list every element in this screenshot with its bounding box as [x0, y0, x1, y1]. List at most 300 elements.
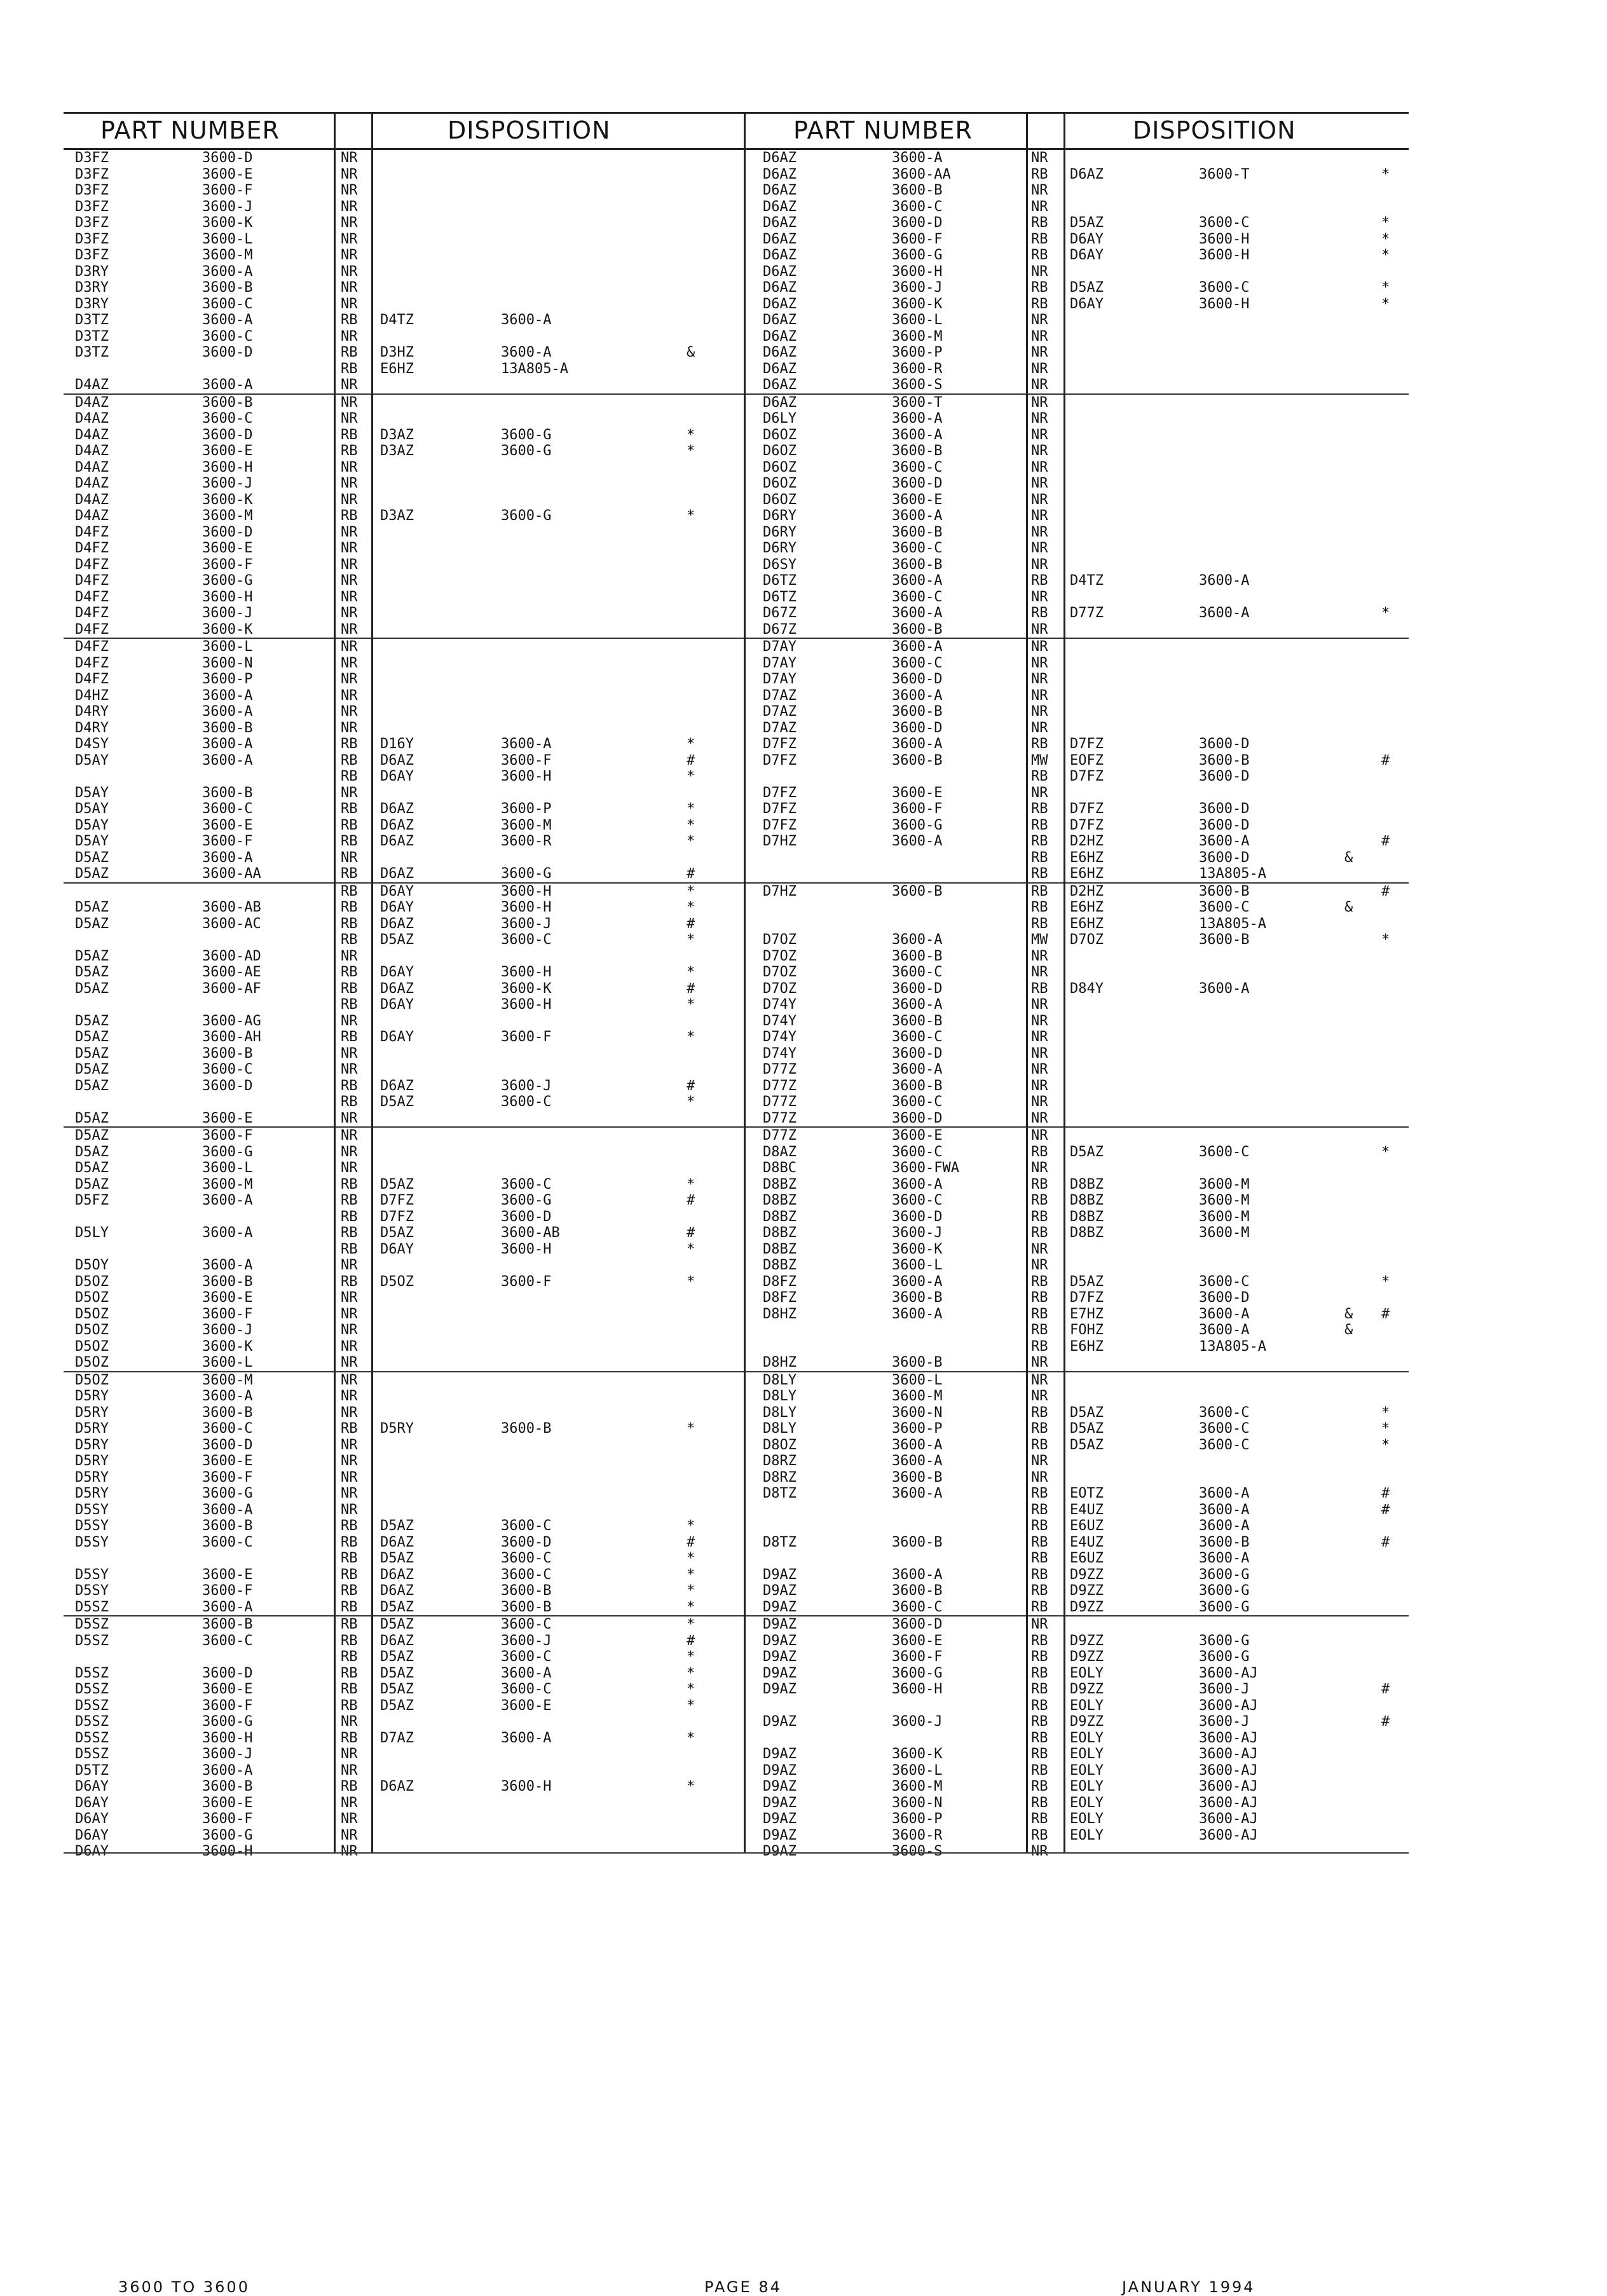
table-row: [64, 1567, 760, 1583]
part-number-cell: D4FZ: [75, 605, 109, 621]
base-number-cell: 3600-AC: [202, 915, 261, 932]
column-divider: [371, 112, 373, 1852]
base-number-cell: 3600-F: [202, 1697, 253, 1714]
replacement-number-cell: 3600-H: [501, 1241, 552, 1257]
table-row: [64, 1290, 760, 1306]
base-number-cell: 3600-E: [202, 540, 253, 556]
replacement-number-cell: 3600-C: [1199, 1273, 1250, 1290]
disposition-code-cell: RB: [341, 1550, 358, 1566]
table-row: [744, 1241, 1409, 1258]
part-number-cell: D5FZ: [75, 1192, 109, 1208]
table-row: [64, 329, 760, 345]
replacement-part-cell: D7FZ: [1070, 801, 1104, 817]
replacement-number-cell: 3600-A: [1199, 980, 1250, 997]
table-row: [64, 964, 760, 981]
base-number-cell: 3600-B: [892, 1534, 943, 1550]
base-number-cell: 3600-A: [202, 849, 253, 866]
part-number-cell: D8LY: [763, 1372, 797, 1388]
part-number-cell: D5OZ: [75, 1273, 109, 1290]
replacement-part-cell: D9ZZ: [1070, 1566, 1104, 1583]
note-marker: *: [687, 1550, 695, 1566]
replacement-number-cell: 3600-H: [1199, 296, 1250, 312]
table-row: [64, 427, 760, 444]
disposition-code-cell: RB: [1031, 1714, 1048, 1730]
disposition-code-cell: NR: [1031, 345, 1048, 360]
table-row: [744, 312, 1409, 329]
base-number-cell: 3600-B: [892, 182, 943, 198]
disposition-code-cell: NR: [341, 1746, 358, 1762]
table-row: [744, 1616, 1409, 1633]
part-number-cell: D5AZ: [75, 964, 109, 980]
part-number-cell: D74Y: [763, 997, 797, 1013]
table-row: [744, 884, 1409, 900]
replacement-number-cell: 3600-A: [1199, 1322, 1250, 1338]
part-number-cell: D6AY: [75, 1827, 109, 1843]
table-row: [744, 231, 1409, 248]
replacement-part-cell: D7FZ: [1070, 1290, 1104, 1306]
note-marker: *: [687, 736, 695, 752]
part-number-cell: D4AZ: [75, 475, 109, 491]
disposition-code-cell: NR: [1031, 1029, 1048, 1045]
part-number-cell: D6RY: [763, 524, 797, 540]
base-number-cell: 3600-B: [892, 1469, 943, 1486]
disposition-code-cell: RB: [341, 833, 358, 849]
note-marker: *: [687, 817, 695, 833]
table-row: [64, 1763, 760, 1779]
table-row: [64, 508, 760, 524]
table-row: [744, 655, 1409, 672]
part-number-cell: D74Y: [763, 1013, 797, 1029]
note-marker: #: [1381, 752, 1390, 769]
part-number-cell: D4AZ: [75, 443, 109, 459]
replacement-part-cell: EOLY: [1070, 1794, 1104, 1811]
part-number-cell: D9AZ: [763, 1681, 797, 1697]
note-marker: *: [1381, 1273, 1390, 1290]
replacement-part-cell: D6AY: [380, 964, 414, 980]
part-number-cell: D9AZ: [763, 1566, 797, 1583]
table-row: [64, 833, 760, 850]
disposition-code-cell: RB: [341, 427, 358, 443]
replacement-part-cell: D3AZ: [380, 443, 414, 459]
replacement-part-cell: E6UZ: [1070, 1550, 1104, 1566]
replacement-number-cell: 13A805-A: [1199, 915, 1266, 932]
table-row: [744, 1192, 1409, 1209]
base-number-cell: 3600-B: [892, 883, 943, 899]
base-number-cell: 3600-A: [892, 833, 943, 849]
part-number-cell: D5SZ: [75, 1697, 109, 1714]
replacement-number-cell: 3600-D: [501, 1208, 552, 1225]
base-number-cell: 3600-B: [892, 1013, 943, 1029]
disposition-code-cell: RB: [341, 443, 358, 459]
table-row: [64, 1078, 760, 1095]
note-marker: #: [687, 1225, 695, 1241]
note-marker: *: [687, 964, 695, 980]
replacement-number-cell: 3600-C: [501, 1566, 552, 1583]
replacement-number-cell: 3600-C: [1199, 1144, 1250, 1160]
part-number-cell: D6AZ: [763, 182, 797, 198]
note-marker: *: [687, 769, 695, 784]
replacement-part-cell: D5AZ: [380, 1176, 414, 1192]
base-number-cell: 3600-C: [202, 296, 253, 312]
base-number-cell: 3600-G: [202, 1827, 253, 1843]
part-number-cell: D3FZ: [75, 182, 109, 198]
table-row: [744, 997, 1409, 1013]
table-row: [64, 1110, 760, 1128]
table-row: [744, 1567, 1409, 1583]
replacement-number-cell: 3600-AJ: [1199, 1794, 1258, 1811]
base-number-cell: 3600-A: [892, 1437, 943, 1453]
part-number-cell: D8BZ: [763, 1241, 797, 1257]
part-number-cell: D5AZ: [75, 849, 109, 866]
table-row: [64, 1811, 760, 1828]
disposition-code-cell: NR: [341, 1794, 358, 1811]
table-row: [744, 182, 1409, 199]
part-number-cell: D9AZ: [763, 1779, 797, 1794]
note-marker: *: [687, 1681, 695, 1697]
replacement-part-cell: EOLY: [1070, 1762, 1104, 1779]
base-number-cell: 3600-D: [202, 345, 253, 360]
disposition-code-cell: RB: [341, 1632, 358, 1649]
base-number-cell: 3600-B: [202, 394, 253, 411]
base-number-cell: 3600-D: [892, 980, 943, 997]
table-row: [744, 329, 1409, 345]
disposition-code-cell: RB: [341, 769, 358, 784]
part-number-cell: D5OZ: [75, 1355, 109, 1370]
part-number-cell: D7AY: [763, 671, 797, 687]
footer-page-number: PAGE 84: [704, 2278, 782, 2296]
base-number-cell: 3600-M: [892, 328, 943, 345]
part-number-cell: D77Z: [763, 1128, 797, 1144]
note-marker: *: [1381, 932, 1390, 948]
base-number-cell: 3600-A: [892, 427, 943, 443]
part-number-cell: D3RY: [75, 263, 109, 280]
part-number-cell: D9AZ: [763, 1649, 797, 1665]
part-number-cell: D5SY: [75, 1583, 109, 1599]
disposition-code-cell: NR: [341, 411, 358, 427]
table-row: [744, 377, 1409, 395]
part-number-cell: D3TZ: [75, 345, 109, 360]
disposition-code-cell: RB: [1031, 1225, 1048, 1241]
table-row: [744, 215, 1409, 231]
replacement-number-cell: 3600-M: [1199, 1176, 1250, 1192]
table-row: [744, 557, 1409, 573]
ampersand-marker: &: [1344, 849, 1353, 866]
replacement-number-cell: 3600-J: [1199, 1714, 1250, 1730]
table-row: [744, 1290, 1409, 1306]
table-row: [744, 850, 1409, 866]
base-number-cell: 3600-A: [892, 687, 943, 704]
left-table-rows: [64, 150, 760, 1860]
base-number-cell: 3600-A: [202, 1192, 253, 1208]
base-number-cell: 3600-A: [892, 1273, 943, 1290]
note-marker: *: [687, 1273, 695, 1290]
table-row: [744, 508, 1409, 524]
part-number-cell: D9AZ: [763, 1843, 797, 1859]
part-number-cell: D4AZ: [75, 377, 109, 393]
part-number-cell: D9AZ: [763, 1811, 797, 1827]
disposition-code-cell: RB: [1031, 1421, 1048, 1437]
replacement-number-cell: 3600-C: [1199, 280, 1250, 296]
base-number-cell: 3600-C: [892, 1029, 943, 1045]
table-row: [744, 785, 1409, 802]
table-row: [744, 443, 1409, 460]
part-number-cell: D5SZ: [75, 1632, 109, 1649]
table-row: [744, 720, 1409, 737]
base-number-cell: 3600-AD: [202, 948, 261, 964]
replacement-part-cell: D6AZ: [380, 1583, 414, 1599]
part-number-cell: D5OZ: [75, 1372, 109, 1388]
replacement-number-cell: 3600-H: [501, 883, 552, 899]
table-row: [64, 345, 760, 361]
part-number-cell: D7HZ: [763, 833, 797, 849]
replacement-part-cell: D2HZ: [1070, 883, 1104, 899]
disposition-code-cell: NR: [341, 1714, 358, 1730]
table-row: [64, 1306, 760, 1323]
table-row: [744, 1388, 1409, 1405]
table-row: [744, 932, 1409, 948]
disposition-code-cell: RB: [1031, 1583, 1048, 1599]
note-marker: *: [687, 443, 695, 459]
table-row: [744, 1177, 1409, 1193]
disposition-code-cell: RB: [341, 915, 358, 932]
table-row: [744, 1633, 1409, 1650]
note-marker: *: [687, 427, 695, 443]
disposition-code-cell: NR: [1031, 784, 1048, 801]
replacement-part-cell: D6AZ: [380, 915, 414, 932]
table-row: [64, 671, 760, 688]
replacement-part-cell: D6AY: [1070, 247, 1104, 263]
disposition-code-cell: RB: [341, 1225, 358, 1241]
base-number-cell: 3600-A: [892, 1176, 943, 1192]
table-row: [64, 361, 760, 378]
note-marker: *: [687, 1583, 695, 1599]
column-divider: [1026, 112, 1028, 1852]
replacement-number-cell: 3600-B: [1199, 1534, 1250, 1550]
disposition-code-cell: NR: [1031, 704, 1048, 720]
table-row: [744, 1518, 1409, 1534]
disposition-code-cell: NR: [341, 1290, 358, 1306]
base-number-cell: 3600-L: [202, 639, 253, 655]
replacement-part-cell: D5AZ: [1070, 280, 1104, 296]
table-row: [744, 1714, 1409, 1730]
base-number-cell: 3600-P: [892, 1421, 943, 1437]
base-number-cell: 3600-A: [202, 263, 253, 280]
note-marker: *: [687, 997, 695, 1013]
note-marker: *: [687, 1421, 695, 1437]
table-row: [64, 866, 760, 884]
disposition-code-cell: RB: [1031, 1273, 1048, 1290]
note-marker: *: [1381, 1404, 1390, 1421]
replacement-number-cell: 3600-H: [1199, 231, 1250, 247]
disposition-code-cell: RB: [1031, 573, 1048, 589]
base-number-cell: 3600-J: [202, 198, 253, 215]
base-number-cell: 3600-C: [892, 1192, 943, 1208]
base-number-cell: 3600-AG: [202, 1013, 261, 1029]
note-marker: #: [1381, 1714, 1390, 1730]
note-marker: *: [1381, 1437, 1390, 1453]
part-number-cell: D5AY: [75, 801, 109, 817]
note-marker: #: [687, 980, 695, 997]
base-number-cell: 3600-E: [202, 1566, 253, 1583]
part-number-cell: D4FZ: [75, 639, 109, 655]
replacement-part-cell: D6AZ: [380, 801, 414, 817]
base-number-cell: 3600-G: [892, 247, 943, 263]
part-number-cell: D6AY: [75, 1779, 109, 1794]
base-number-cell: 3600-N: [892, 1794, 943, 1811]
table-row: [64, 1209, 760, 1226]
disposition-code-cell: RB: [1031, 605, 1048, 621]
disposition-code-cell: NR: [1031, 1013, 1048, 1029]
part-number-cell: D9AZ: [763, 1746, 797, 1762]
replacement-part-cell: EOLY: [1070, 1730, 1104, 1746]
base-number-cell: 3600-R: [892, 1827, 943, 1843]
base-number-cell: 3600-A: [892, 639, 943, 655]
base-number-cell: 3600-J: [892, 1225, 943, 1241]
note-marker: *: [687, 1730, 695, 1746]
disposition-code-cell: NR: [341, 720, 358, 736]
base-number-cell: 3600-P: [202, 671, 253, 687]
replacement-part-cell: D3AZ: [380, 508, 414, 524]
table-row: [64, 312, 760, 329]
disposition-code-cell: NR: [1031, 1469, 1048, 1486]
part-number-cell: D4FZ: [75, 540, 109, 556]
part-number-cell: D5OZ: [75, 1306, 109, 1322]
part-number-cell: D7AY: [763, 639, 797, 655]
base-number-cell: 3600-S: [892, 377, 943, 393]
table-row: [744, 736, 1409, 753]
part-number-cell: D4RY: [75, 720, 109, 736]
base-number-cell: 3600-K: [202, 1338, 253, 1355]
part-number-cell: D5AZ: [75, 1176, 109, 1192]
part-number-cell: D5OZ: [75, 1338, 109, 1355]
base-number-cell: 3600-B: [202, 784, 253, 801]
replacement-number-cell: 3600-A: [1199, 833, 1250, 849]
table-row: [64, 1779, 760, 1795]
replacement-number-cell: 3600-B: [501, 1583, 552, 1599]
disposition-code-cell: RB: [1031, 866, 1048, 882]
part-number-cell: D5SZ: [75, 1681, 109, 1697]
replacement-number-cell: 3600-D: [1199, 849, 1250, 866]
base-number-cell: 3600-J: [892, 1714, 943, 1730]
part-number-cell: D5AZ: [75, 1128, 109, 1144]
base-number-cell: 3600-A: [892, 573, 943, 589]
table-row: [744, 1144, 1409, 1161]
ampersand-marker: &: [1344, 899, 1353, 915]
note-marker: *: [1381, 1421, 1390, 1437]
table-row: [64, 280, 760, 296]
disposition-heading: DISPOSITION: [448, 116, 611, 144]
base-number-cell: 3600-M: [202, 1372, 253, 1388]
disposition-code-cell: NR: [341, 524, 358, 540]
part-number-cell: D8AZ: [763, 1144, 797, 1160]
replacement-number-cell: 3600-A: [1199, 1501, 1250, 1518]
replacement-number-cell: 3600-AJ: [1199, 1827, 1258, 1843]
replacement-number-cell: 3600-M: [1199, 1225, 1250, 1241]
replacement-number-cell: 3600-H: [501, 769, 552, 784]
disposition-code-cell: NR: [1031, 411, 1048, 427]
part-number-cell: D5RY: [75, 1388, 109, 1404]
table-row: [744, 1599, 1409, 1617]
base-number-cell: 3600-F: [892, 1649, 943, 1665]
part-number-cell: D8BZ: [763, 1192, 797, 1208]
table-row: [744, 833, 1409, 850]
table-row: [64, 639, 760, 655]
part-number-cell: D6AY: [75, 1811, 109, 1827]
disposition-code-cell: NR: [341, 231, 358, 247]
disposition-code-cell: NR: [1031, 377, 1048, 393]
disposition-code-cell: NR: [341, 491, 358, 508]
base-number-cell: 3600-D: [892, 1616, 943, 1632]
note-marker: #: [1381, 1486, 1390, 1501]
table-row: [744, 981, 1409, 997]
replacement-part-cell: D6AY: [380, 899, 414, 915]
replacement-part-cell: D6AY: [380, 1241, 414, 1257]
replacement-number-cell: 3600-H: [501, 997, 552, 1013]
base-number-cell: 3600-A: [892, 508, 943, 524]
base-number-cell: 3600-A: [892, 1453, 943, 1469]
disposition-code-cell: NR: [341, 394, 358, 411]
replacement-part-cell: D4TZ: [380, 312, 414, 328]
table-row: [64, 1453, 760, 1470]
base-number-cell: 3600-FWA: [892, 1160, 959, 1176]
table-row: [744, 1550, 1409, 1567]
part-number-cell: D5OY: [75, 1257, 109, 1273]
disposition-code-cell: RB: [341, 345, 358, 360]
replacement-part-cell: D3HZ: [380, 345, 414, 360]
replacement-number-cell: 3600-B: [501, 1421, 552, 1437]
replacement-number-cell: 3600-C: [501, 1094, 552, 1110]
replacement-number-cell: 3600-G: [501, 508, 552, 524]
replacement-number-cell: 3600-AJ: [1199, 1697, 1258, 1714]
part-number-cell: D5TZ: [75, 1762, 109, 1779]
replacement-part-cell: D6AY: [380, 769, 414, 784]
replacement-number-cell: 3600-A: [501, 1665, 552, 1681]
disposition-code-cell: RB: [341, 1697, 358, 1714]
disposition-code-cell: NR: [1031, 639, 1048, 655]
base-number-cell: 3600-B: [892, 1077, 943, 1094]
note-marker: #: [687, 1534, 695, 1550]
disposition-code-cell: NR: [1031, 182, 1048, 198]
base-number-cell: 3600-E: [892, 1128, 943, 1144]
part-number-cell: D77Z: [763, 1062, 797, 1077]
replacement-part-cell: D5AZ: [380, 1550, 414, 1566]
base-number-cell: 3600-C: [892, 459, 943, 475]
disposition-code-cell: RB: [1031, 1404, 1048, 1421]
disposition-code-cell: NR: [341, 459, 358, 475]
table-row: [64, 997, 760, 1013]
disposition-code-cell: RB: [341, 1192, 358, 1208]
base-number-cell: 3600-G: [202, 1144, 253, 1160]
table-row: [64, 1698, 760, 1714]
replacement-part-cell: D5AZ: [1070, 1273, 1104, 1290]
table-row: [744, 1372, 1409, 1389]
part-number-cell: D8RZ: [763, 1453, 797, 1469]
disposition-code-cell: NR: [341, 150, 358, 166]
base-number-cell: 3600-H: [202, 1730, 253, 1746]
disposition-code-cell: NR: [1031, 964, 1048, 980]
table-row: [64, 1013, 760, 1030]
part-number-cell: D3TZ: [75, 328, 109, 345]
base-number-cell: 3600-F: [202, 1469, 253, 1486]
part-number-cell: D3FZ: [75, 215, 109, 231]
replacement-number-cell: 3600-J: [501, 1632, 552, 1649]
part-number-cell: D6AZ: [763, 263, 797, 280]
disposition-code-cell: MW: [1031, 932, 1048, 948]
table-row: [64, 460, 760, 476]
note-marker: #: [1381, 1534, 1390, 1550]
table-row: [744, 427, 1409, 444]
part-number-cell: D5SY: [75, 1518, 109, 1534]
